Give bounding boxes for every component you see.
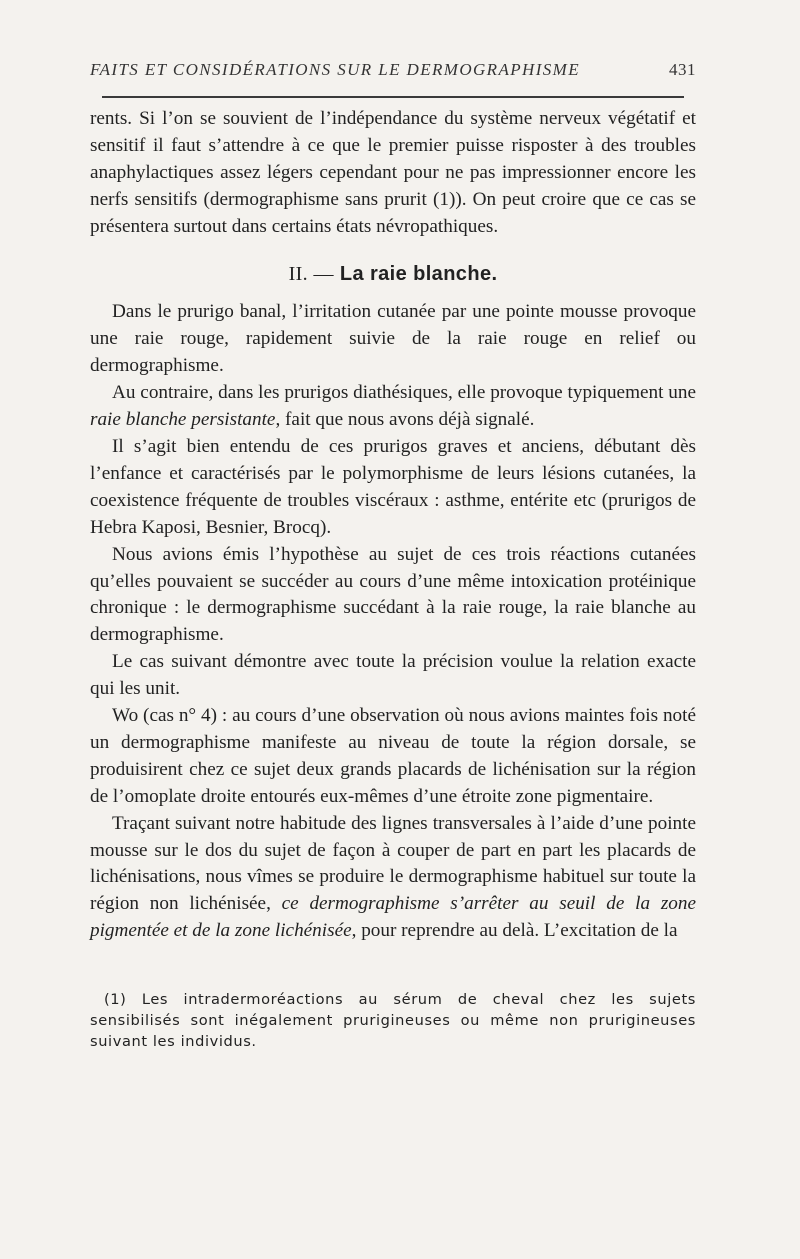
running-title: FAITS ET CONSIDÉRATIONS SUR LE DERMOGRAPHISME [90, 60, 581, 79]
header-rule [102, 96, 684, 98]
text-run: , pour reprendre au delà. L’excitation de la [351, 920, 678, 942]
footnote-text: (1) Les intradermoréactions au sérum de cheval chez les sujets sensibilisés sont inégalement prurigineuses ou même non prurigineuses suivant les individus. [90, 991, 696, 1051]
paragraph: Le cas suivant démontre avec toute la précision voulue la relation exacte qui les unit. [90, 651, 696, 700]
italic-phrase: raie blanche persistante [90, 409, 276, 431]
paragraph: Il s’agit bien entendu de ces prurigos graves et anciens, débutant dès l’enfance et caractérisés par le polymorphisme de leurs lésions cutanées, la coexistence fréquente de troubles viscéraux : asthme, entérite etc (prurigos de Hebra Kaposi, Besnier, Brocq). [90, 435, 696, 538]
page-number: 431 [669, 60, 696, 79]
paragraph [90, 380, 696, 434]
text-run: Au contraire, dans les prurigos diathésiques, elle provoque typiquement une [112, 382, 696, 404]
running-header [90, 60, 696, 88]
section-numeral: II. — [288, 262, 334, 285]
main-text [90, 106, 696, 945]
section-heading [90, 261, 696, 288]
footnote [90, 989, 696, 1052]
text-run: , fait que nous avons déjà signalé. [275, 409, 535, 431]
paragraph: Dans le prurigo banal, l’irritation cutanée par une pointe mousse provoque une raie rouge, rapidement suivie de la raie rouge en relief ou dermographisme. [90, 301, 696, 377]
italic-phrase: ce dermographisme s’arrêter au seuil de la zone pigmentée et de la zone lichénisée [90, 893, 696, 942]
section-title: La raie blanche. [339, 262, 498, 285]
paragraph-continued: rents. Si l’on se souvient de l’indépendance du système nerveux végétatif et sensitif il faut s’attendre à ce que le premier puisse risposter à des troubles anaphylactiques assez légers cependant pour ne pas impressionner encore les nerfs sensitifs (dermographisme sans prurit (1)). On peut croire que ce cas se présentera surtout dans certains états névropathiques. [90, 108, 696, 237]
paragraph [90, 811, 696, 946]
text-run: Traçant suivant notre habitude des lignes transversales à l’aide d’une pointe mousse sur le dos du sujet de façon à couper de part en part les placards de lichénisations, nous vîmes se produire le dermographisme habituel sur toute la région non lichénisée, [90, 812, 696, 915]
paragraph: Wo (cas n° 4) : au cours d’une observation où nous avions maintes fois noté un dermographisme manifeste au niveau de toute la région dorsale, se produisirent chez ce sujet deux grands placards de lichénisation sur la région de l’omoplate droite entourés eux-mêmes d’une étroite zone pigmentaire. [90, 705, 696, 807]
paragraph: Nous avions émis l’hypothèse au sujet de ces trois réactions cutanées qu’elles pouvaient se succéder au cours d’une même intoxication protéinique chronique : le dermographisme succédant à la raie rouge, la raie blanche au dermographisme. [90, 543, 696, 646]
book-page [90, 60, 696, 1052]
